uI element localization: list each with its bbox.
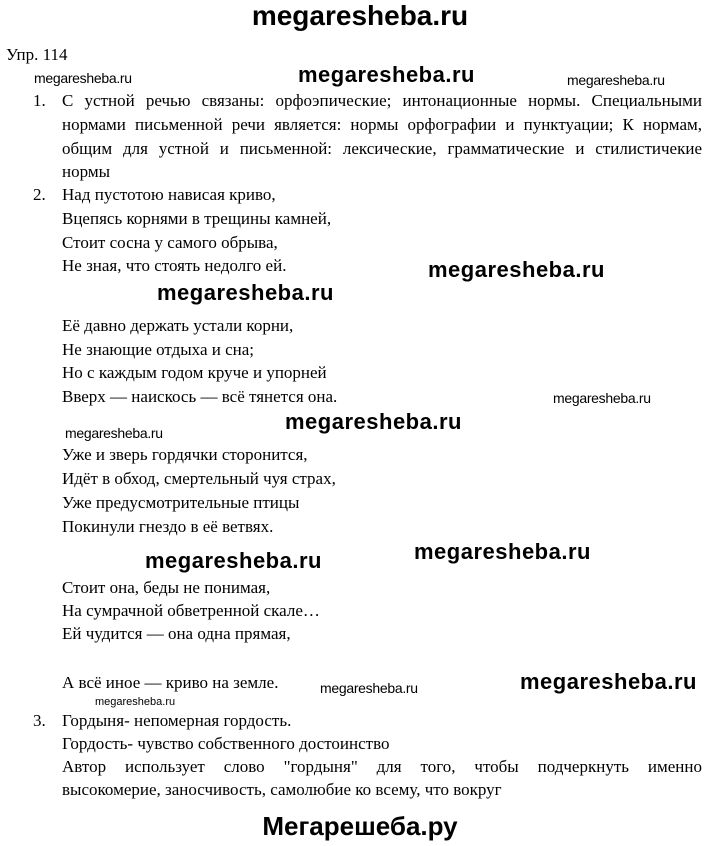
watermark: megaresheba.ru [298, 62, 475, 87]
poem-line: А всё иное — криво на земле. [62, 673, 279, 692]
text-line: нормами письменной речи является: нормы орфографии и пунктуации; К нормам, [62, 115, 702, 134]
poem-line: На сумрачной обветренной скале… [62, 601, 320, 620]
watermark: megaresheba.ru [157, 280, 334, 305]
poem-line: Уже и зверь гордячки сторонится, [62, 445, 308, 464]
poem-line: Её давно держать устали корни, [62, 316, 294, 335]
poem-line: Покинули гнездо в её ветвях. [62, 517, 274, 536]
watermark: megaresheba.ru [34, 70, 132, 86]
watermark: megaresheba.ru [320, 680, 418, 696]
site-footer: Мегарешеба.ру [262, 811, 458, 841]
item-number: 1. [33, 91, 46, 110]
poem-line: Не знающие отдыха и сна; [62, 340, 254, 359]
text-line: Гордость- чувство собственного достоинство [62, 734, 390, 753]
watermark: megaresheba.ru [65, 425, 163, 441]
poem-line: Не зная, что стоять недолго ей. [62, 256, 287, 275]
poem-line: Но с каждым годом круче и упорней [62, 363, 327, 382]
poem-line: Ей чудится — она одна прямая, [62, 624, 291, 643]
text-line: высокомерие, заносчивость, самолюбие ко всему, что вокруг [62, 780, 502, 799]
watermark: megaresheba.ru [567, 72, 665, 88]
text-line: Автор использует слово "гордыня" для того, чтобы подчеркнуть именно [62, 757, 702, 776]
watermark: megaresheba.ru [428, 257, 605, 282]
poem-line: Идёт в обход, смертельный чуя страх, [62, 469, 336, 488]
watermark: megaresheba.ru [414, 539, 591, 564]
poem-line: Стоит сосна у самого обрыва, [62, 233, 278, 252]
poem-line: Уже предусмотрительные птицы [62, 493, 300, 512]
watermark: megaresheba.ru [285, 409, 462, 434]
poem-line: Вцепясь корнями в трещины камней, [62, 209, 332, 228]
item-number: 2. [33, 185, 46, 204]
poem-line: Над пустотою нависая криво, [62, 185, 276, 204]
watermark: megaresheba.ru [95, 696, 176, 708]
exercise-title: Упр. 114 [6, 45, 68, 64]
text-line: Гордыня- непомерная гордость. [62, 711, 292, 730]
watermark: megaresheba.ru [145, 548, 322, 573]
text-line: общим для устной и письменной: лексические, грамматические и стилистичекие [62, 139, 702, 158]
text-line: нормы [62, 162, 111, 181]
watermark: megaresheba.ru [520, 669, 697, 694]
watermark: megaresheba.ru [553, 390, 651, 406]
site-header: megaresheba.ru [251, 0, 469, 31]
text-line: С устной речью связаны: орфоэпические; интонационные нормы. Специальными [62, 91, 702, 110]
poem-line: Вверх — наискось — всё тянется она. [62, 387, 338, 406]
poem-line: Стоит она, беды не понимая, [62, 578, 271, 597]
item-number: 3. [33, 711, 46, 730]
